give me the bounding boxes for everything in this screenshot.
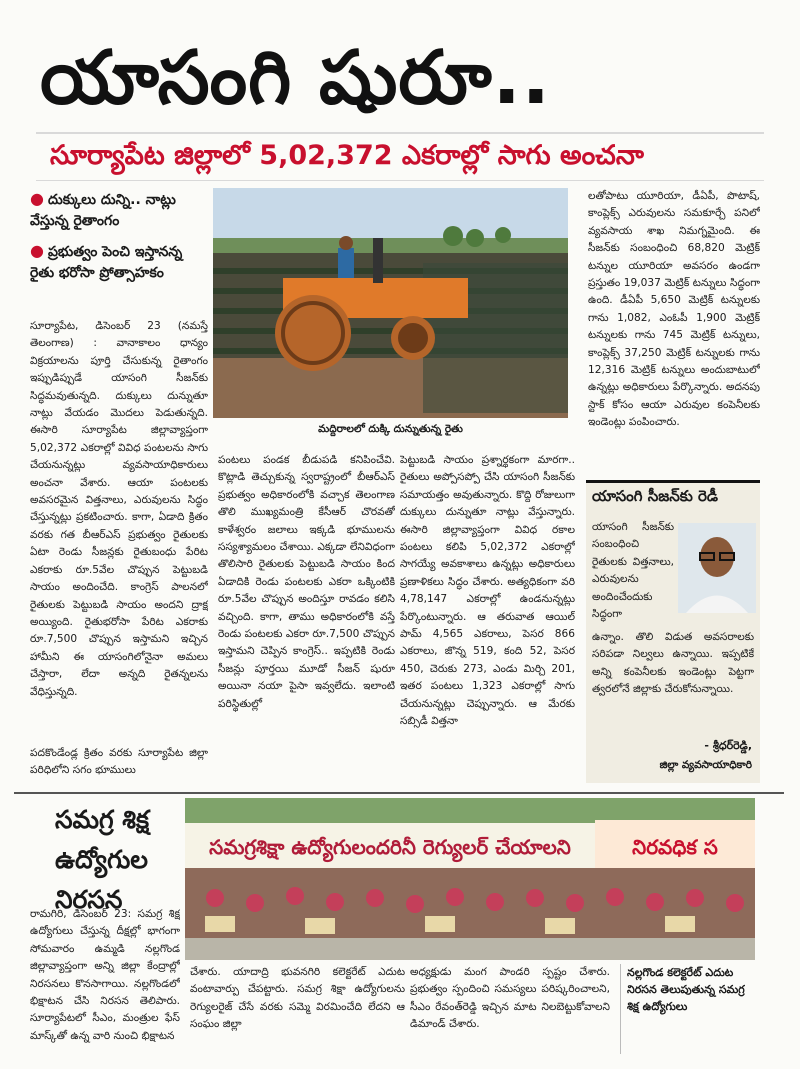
article-column-1-continued: పదకొండేండ్ల క్రితం వరకు సూర్యాపేట జిల్లా పరిధిలోని సగం భూములు (30, 747, 208, 777)
bullet-1: ● దుక్కులు దున్ని.. నాట్లు వేస్తున్న రైతాంగం (30, 189, 176, 229)
section-divider (14, 792, 784, 794)
quote-box-title: యాసంగి సీజన్‌కు రెడీ (592, 487, 719, 505)
article-column-4: లతోపాటు యూరియా, డీఏపీ, పొటాష్, కాంప్లెక్స్ ఎరువులను సమకూర్చే పనిలో వ్యవసాయ శాఖ నిమగ్నమైంది. ఈ సీజన్‌కు సంబంధించి 68,820 మెట్రిక్ టన్నుల యూరియా అవసరం ఉండగా ప్రస్తుతం 19,037 మెట్రిక్ టన్నులు సిద్ధంగా ఉంది. డీఏపీ 5,650 మెట్రిక్ టన్నులకు గాను 1,082, ఎంఓపీ 1,900 మెట్రిక్ టన్నులకు గాను 745 మెట్రిక్ టన్నులు, కాంప్లెక్స్ 37,250 మెట్రిక్ టన్నులకు గాను 12,316 మెట్రిక్ టన్నులు అందుబాటులో ఉన్నట్లు అధికారులు పేర్కొన్నారు. అదనపు స్టాక్ కోసం ఆయా ఎరువుల కంపెనీలకు ఇండెంట్లు పంపించారు. (588, 190, 760, 429)
officer-designation: జిల్లా వ్యవసాయాధికారి (659, 759, 752, 771)
protest-banner-text: సమగ్రశిక్షా ఉద్యోగులందరినీ రెగ్యులర్ చేయాలని (209, 835, 571, 859)
second-story-column-3: అధ్యక్షుడు మంగ పాండరి స్పష్టం చేశారు. ప్రభుత్వం స్పందించి సమస్యలు పరిష్కరించాలని, సీఎం రేవంత్‌రెడ్డి ఇచ్చిన మాట నిలబెట్టుకోవాలని డిమాండ్ చేశారు. (410, 966, 610, 1031)
bullet-dot-icon: ● (30, 241, 44, 260)
quote-box-text-narrow: యాసంగి సీజన్‌కు సంబంధించి రైతులకు విత్తనాలు, ఎరువులను అందించేందుకు సిద్ధంగా (592, 521, 674, 621)
article-column-1: సూర్యాపేట, డిసెంబర్ 23 (నమస్తే తెలంగాణ) : వానాకాలం ధాన్యం విక్రయాలను పూర్తి చేసుకున్న రైతాంగం ఇప్పుడిప్పుడే యాసంగి సీజన్‌కు సిద్ధమవుతున్నది. దుక్కులు దున్నుతూ నాట్లు వేయడం మొదలు పెడుతున్నది. ఈసారి సూర్యాపేట జిల్లావ్యాప్తంగా 5,02,372 ఎకరాల్లో వివిధ పంటలను సాగు చేయనున్నట్లు వ్యవసాయాధికారులు అంచనా వేశారు. ఆయా పంటలకు అవసరమైన విత్తనాలు, ఎరువులను సిద్ధం చేస్తున్నట్లు ప్రకటించారు. కాగా, ఏడాది క్రితం వరకు గత బీఆర్‌ఎస్ ప్రభుత్వం రైతులకు ఏటా రెండు సీజన్లకు రైతుబంధు పేరిట ఎకరాకు రూ.5వేల చొప్పున పెట్టుబడి సాయం అందించేది. కాంగ్రెస్ పాలనలో రైతులకు పెట్టుబడి సాయం అందని ద్రాక్ష అయ్యింది. రైతుభరోసా పేరిట ఎకరాకు రూ.7,500 చొప్పున ఇస్తామని ఇచ్చిన హామీని ఈ యాసంగిలోనైనా అమలు చేస్తారా, లేదా అన్నది రైతన్నలను వేధిస్తున్నది. (30, 320, 208, 698)
second-story-column-2: చేశారు. యాదాద్రి భువనగిరి కలెక్టరేట్ ఎదుట వంటావార్పు చేపట్టారు. సమగ్ర శిక్షా ఉద్యోగులను రెగ్యులరైజ్ చేసే వరకు సమ్మె విరమించేది లేదని ఆ సంఘం జిల్లా (190, 966, 405, 1031)
bullet-2: ● ప్రభుత్వం పెంచి ఇస్తానన్న రైతు భరోసా ప్రోత్సాహకం (30, 241, 183, 281)
subhead-rule (36, 180, 764, 181)
photo-caption: మద్దిరాలలో దుక్కి దున్నుతున్న రైతు (318, 423, 463, 435)
headline: యాసంగి షురూ.. (40, 35, 551, 121)
second-story-column-1: రామగిరి, డిసెంబర్ 23: సమగ్ర శిక్ష ఉద్యోగులు చేస్తున్న దీక్షల్లో భాగంగా సోమవారం ఉమ్మడి నల్లగొండ జిల్లావ్యాప్తంగా అన్ని జిల్లా కేంద్రాల్లో నిరసనలు కొనసాగాయి. నల్లగొండలో భిక్షాటన చేసి నిరసన తెలిపారు. సూర్యాపేటలో సీఎం, మంత్రుల ఫేస్ మాస్క్‌తో ఉన్న వారి నుంచి భిక్షాటన (30, 908, 180, 1042)
quote-box (586, 480, 760, 783)
headline-rule (36, 132, 764, 134)
quote-box-text-wide: ఉన్నాం. తొలి విడుత అవసరాలకు సరిపడా నిల్వలు ఉన్నాయి. ఇప్పటికే అన్ని కంపెనీలకు ఇండెంట్లు పెట్టగా త్వరలోనే జిల్లాకు చేరుకోనున్నాయి. (592, 631, 754, 696)
protest-photo-caption: నల్లగొండ కలెక్టరేట్ ఎదుట నిరసన తెలుపుతున్న సమగ్ర శిక్ష ఉద్యోగులు (620, 964, 760, 1054)
protest-banner-text-2: నిరవధిక స (632, 835, 718, 859)
subheadline: సూర్యాపేట జిల్లాలో 5,02,372 ఎకరాల్లో సాగు అంచనా (50, 140, 644, 171)
protest-photo (185, 798, 755, 960)
tractor-photo (213, 188, 568, 418)
officer-photo (678, 523, 756, 613)
article-column-3: పెట్టుబడి సాయం ప్రశ్నార్థకంగా మారగా.. రైతులు అప్పోసప్పో చేసి యాసంగి సీజన్‌కు సమాయత్తం అవుతున్నారు. కొద్ది రోజులుగా దుక్కులు దున్నుతూ నాట్లు వేస్తున్నారు. ఈసారి జిల్లావ్యాప్తంగా వివిధ రకాల పంటలు కలిపి 5,02,372 ఎకరాల్లో సాగయ్యే అవకాశాలు ఉన్నట్లు అధికారులు ప్రణాళికలు సిద్ధం చేశారు. అత్యధికంగా వరి 4,78,147 ఎకరాల్లో ఉండనున్నట్లు పేర్కొంటున్నారు. ఆ తరువాత ఆయిల్ పామ్ 4,565 ఎకరాలు, పెసర 866 ఎకరాలు, జొన్న 519, కంది 52, పెసర 450, చెరుకు 273, ఎండు మిర్చి 201, ఇతర పంటలు 1,323 ఎకరాల్లో సాగు చేయనున్నట్లు చెప్పున్నారు. ఆ మేరకు సబ్సిడీ విత్తనా (400, 454, 575, 728)
bullet-dot-icon: ● (30, 189, 44, 208)
article-column-2: పంటలు పండక బీడుపడి కనిపించేవి. కొట్లాడి తెచ్చుకున్న స్వరాష్ట్రంలో బీఆర్‌ఎస్ ప్రభుత్వం అధికారంలోకి వచ్చాక తెలంగాణ తొలి ముఖ్యమంత్రి కేసీఆర్ చొరవతో కాళేశ్వరం జలాలు ఇక్కడి భూములను సస్యశ్యామలం చేశాయి. ఎక్కడా లేనివిధంగా తొలిసారి రైతులకు పెట్టుబడి సాయం కింద ఏడాదికి రెండు పంటలకు ఎకరా ఒక్కింటికి రూ.5వేల చొప్పున అందిస్తూ రావడం కలిసి వచ్చింది. కాగా, తాము అధికారంలోకి వస్తే రెండు పంటలకు ఎకరా రూ.7,500 చొప్పున ఇస్తామని చెప్పిన కాంగ్రెస్.. ఇప్పటికి రెండు సీజన్లు పూర్తయి మూడో సీజన్ షురూ అయినా నయా పైసా ఇవ్వలేదు. ఇలాంటి పరిస్థితుల్లో (218, 454, 395, 710)
second-story-headline: సమగ్ర శిక్ష ఉద్యోగుల నిరసన (55, 805, 150, 914)
officer-signature: - శ్రీధర్‌రెడ్డి, (704, 739, 752, 752)
